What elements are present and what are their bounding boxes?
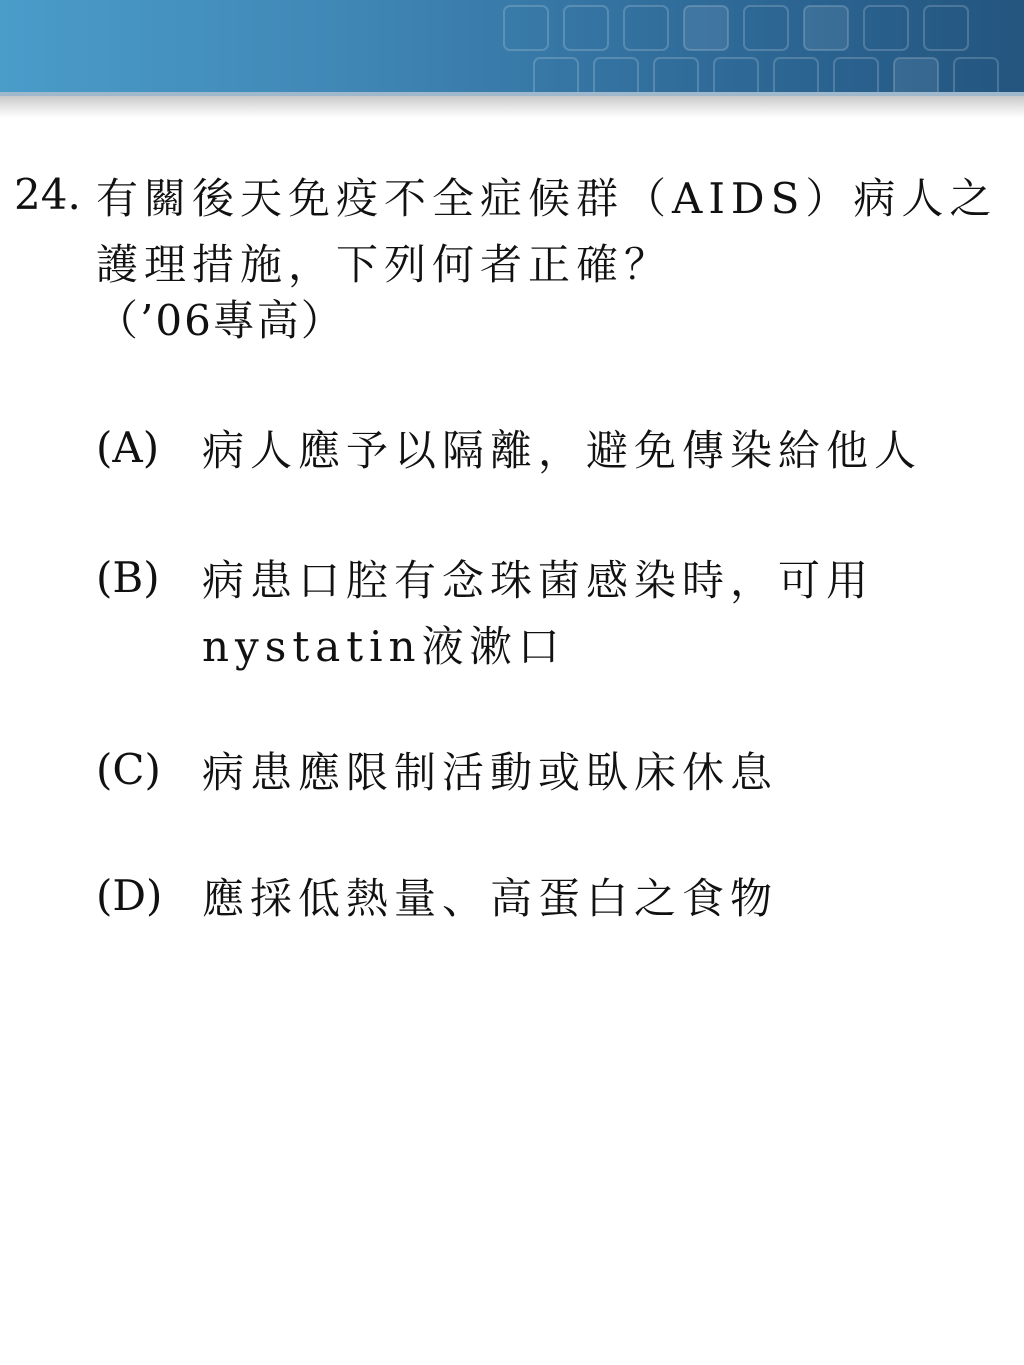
- option-c-label: (C): [96, 745, 161, 794]
- option-b-label: (B): [96, 553, 160, 602]
- option-a-label: (A): [96, 423, 160, 472]
- option-d-text: 應採低熱量、高蛋白之食物: [202, 874, 779, 923]
- question-text: 有關後天免疫不全症候群（AIDS）病人之護理措施，下列何者正確？: [96, 174, 998, 289]
- option-a-text: 病人應予以隔離，避免傳染給他人: [202, 426, 923, 475]
- question-number: 24.: [14, 170, 81, 219]
- option-c-text: 病患應限制活動或臥床休息: [202, 748, 779, 797]
- question-source: （’06專高）: [96, 296, 345, 345]
- option-b-text: 病患口腔有念珠菌感染時，可用nystatin液漱口: [202, 556, 875, 671]
- option-d-label: (D): [96, 871, 163, 920]
